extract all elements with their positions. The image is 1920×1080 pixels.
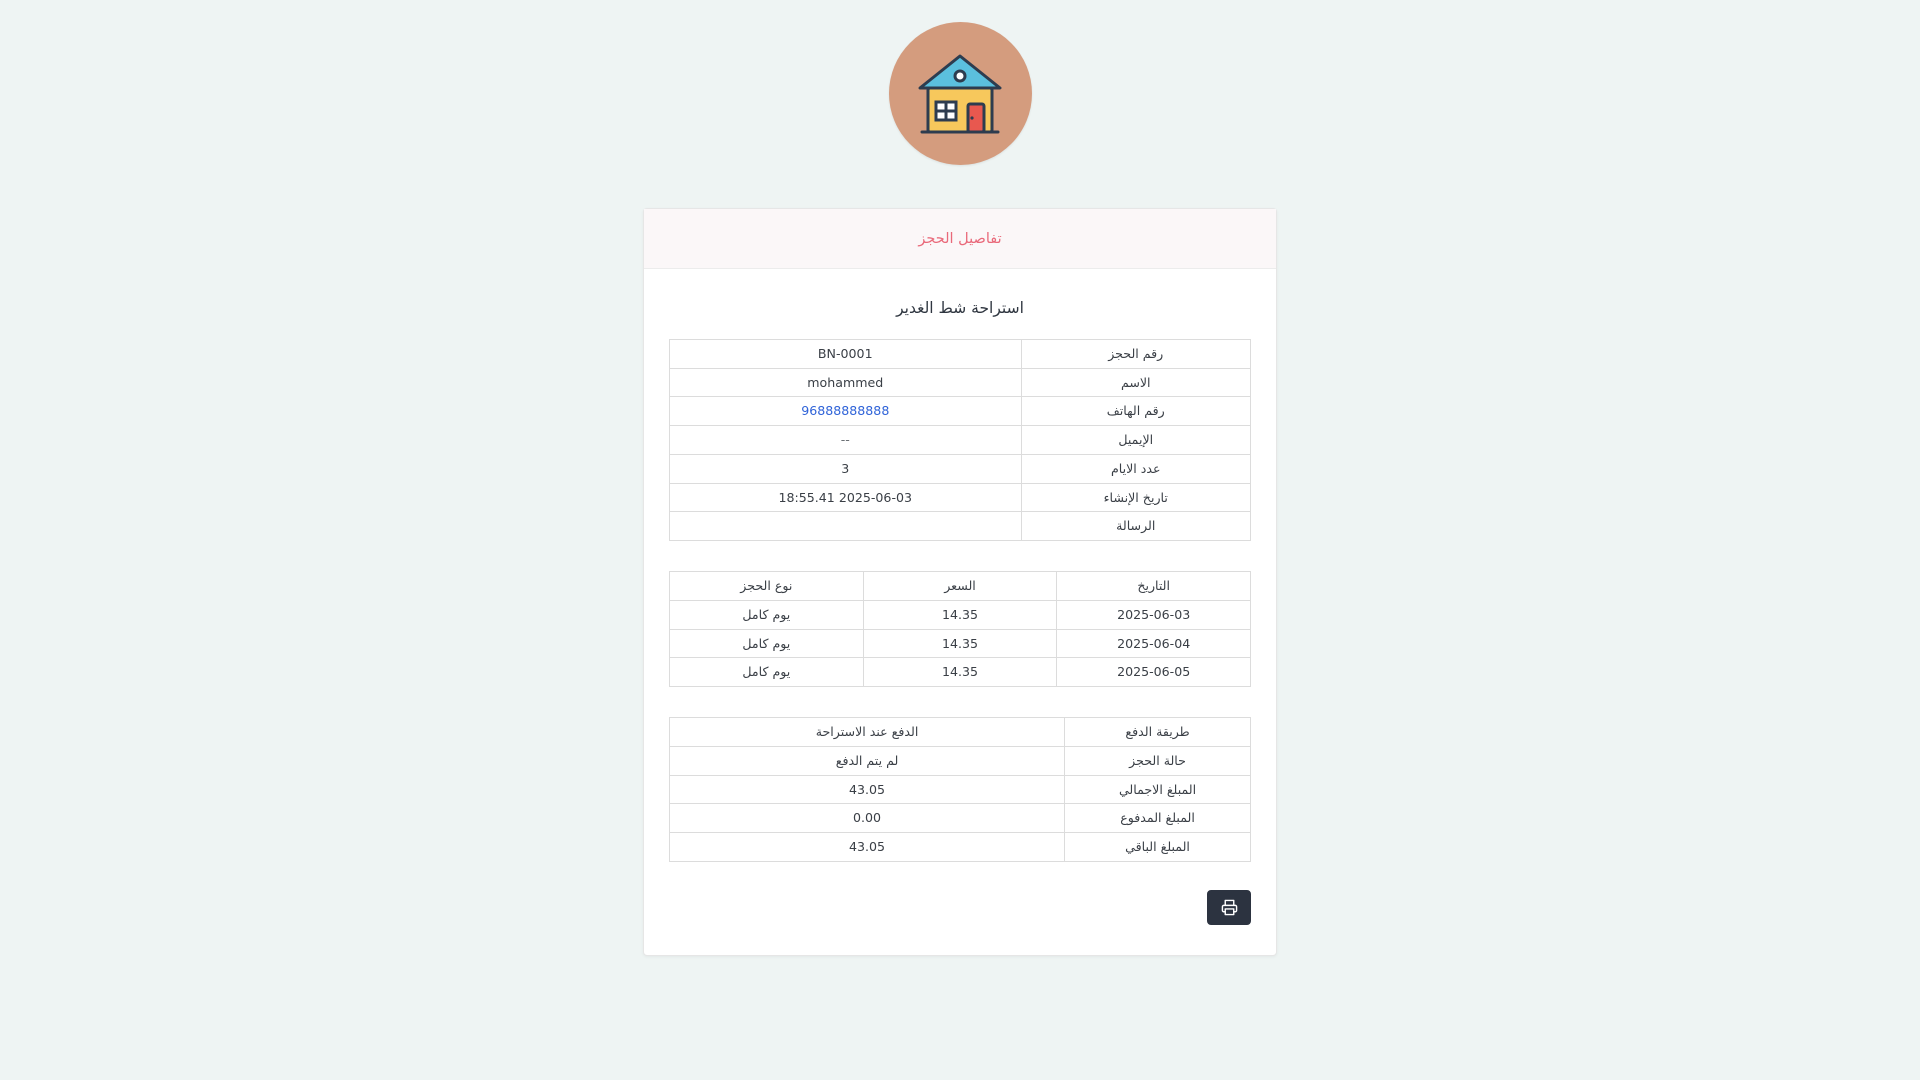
cell-price: 14.35 xyxy=(863,629,1057,658)
column-header-type: نوع الحجز xyxy=(670,572,864,601)
cell-price: 14.35 xyxy=(863,658,1057,687)
status-badge: لم يتم الدفع xyxy=(670,746,1065,775)
table-header-row xyxy=(670,572,1251,601)
row-label: المبلغ الباقي xyxy=(1065,833,1251,862)
payment-info-table xyxy=(669,717,1251,862)
page-title: تفاصيل الحجز xyxy=(918,231,1002,247)
row-value: 43.05 xyxy=(670,833,1065,862)
card-body xyxy=(644,269,1276,955)
booking-days-table xyxy=(669,571,1251,687)
booking-details-card xyxy=(643,208,1277,956)
row-value: mohammed xyxy=(670,368,1022,397)
printer-icon xyxy=(1221,899,1238,916)
cell-type: يوم كامل xyxy=(670,600,864,629)
table-row xyxy=(670,340,1251,369)
row-label: المبلغ المدفوع xyxy=(1065,804,1251,833)
table-row xyxy=(670,512,1251,541)
row-label: المبلغ الاجمالي xyxy=(1065,775,1251,804)
column-header-price: السعر xyxy=(863,572,1057,601)
cell-type: يوم كامل xyxy=(670,658,864,687)
row-label: الإيميل xyxy=(1021,426,1250,455)
row-label: تاريخ الإنشاء xyxy=(1021,483,1250,512)
row-value: الدفع عند الاستراحة xyxy=(670,718,1065,747)
cell-price: 14.35 xyxy=(863,600,1057,629)
table-row xyxy=(670,483,1251,512)
row-value: 43.05 xyxy=(670,775,1065,804)
print-button[interactable] xyxy=(1207,890,1251,925)
table-row xyxy=(670,368,1251,397)
row-value: 3 xyxy=(670,454,1022,483)
table-row xyxy=(670,454,1251,483)
cell-date: 2025-06-04 xyxy=(1057,629,1251,658)
table-row xyxy=(670,804,1251,833)
row-label: رقم الحجز xyxy=(1021,340,1250,369)
row-value xyxy=(670,512,1022,541)
row-label: رقم الهاتف xyxy=(1021,397,1250,426)
row-label: عدد الايام xyxy=(1021,454,1250,483)
card-header xyxy=(644,209,1276,269)
house-icon xyxy=(912,46,1008,142)
column-header-date: التاريخ xyxy=(1057,572,1251,601)
table-row xyxy=(670,833,1251,862)
booking-info-table xyxy=(669,339,1251,541)
row-label: الاسم xyxy=(1021,368,1250,397)
cell-date: 2025-06-03 xyxy=(1057,600,1251,629)
row-value: BN-0001 xyxy=(670,340,1022,369)
site-logo xyxy=(889,22,1032,165)
row-value: 0.00 xyxy=(670,804,1065,833)
cell-date: 2025-06-05 xyxy=(1057,658,1251,687)
cell-type: يوم كامل xyxy=(670,629,864,658)
table-row xyxy=(670,426,1251,455)
table-row xyxy=(670,658,1251,687)
resort-name: استراحة شط الغدير xyxy=(896,299,1024,317)
table-row xyxy=(670,718,1251,747)
row-value: 2025-06-03 18:55.41 xyxy=(670,483,1022,512)
actions-row xyxy=(669,890,1251,925)
row-value: -- xyxy=(670,426,1022,455)
table-row xyxy=(670,397,1251,426)
row-label: الرسالة xyxy=(1021,512,1250,541)
row-label: طريقة الدفع xyxy=(1065,718,1251,747)
row-label: حالة الحجز xyxy=(1065,746,1251,775)
table-row xyxy=(670,629,1251,658)
phone-link[interactable]: 96888888888 xyxy=(670,397,1022,426)
table-row xyxy=(670,775,1251,804)
table-row xyxy=(670,746,1251,775)
table-row xyxy=(670,600,1251,629)
